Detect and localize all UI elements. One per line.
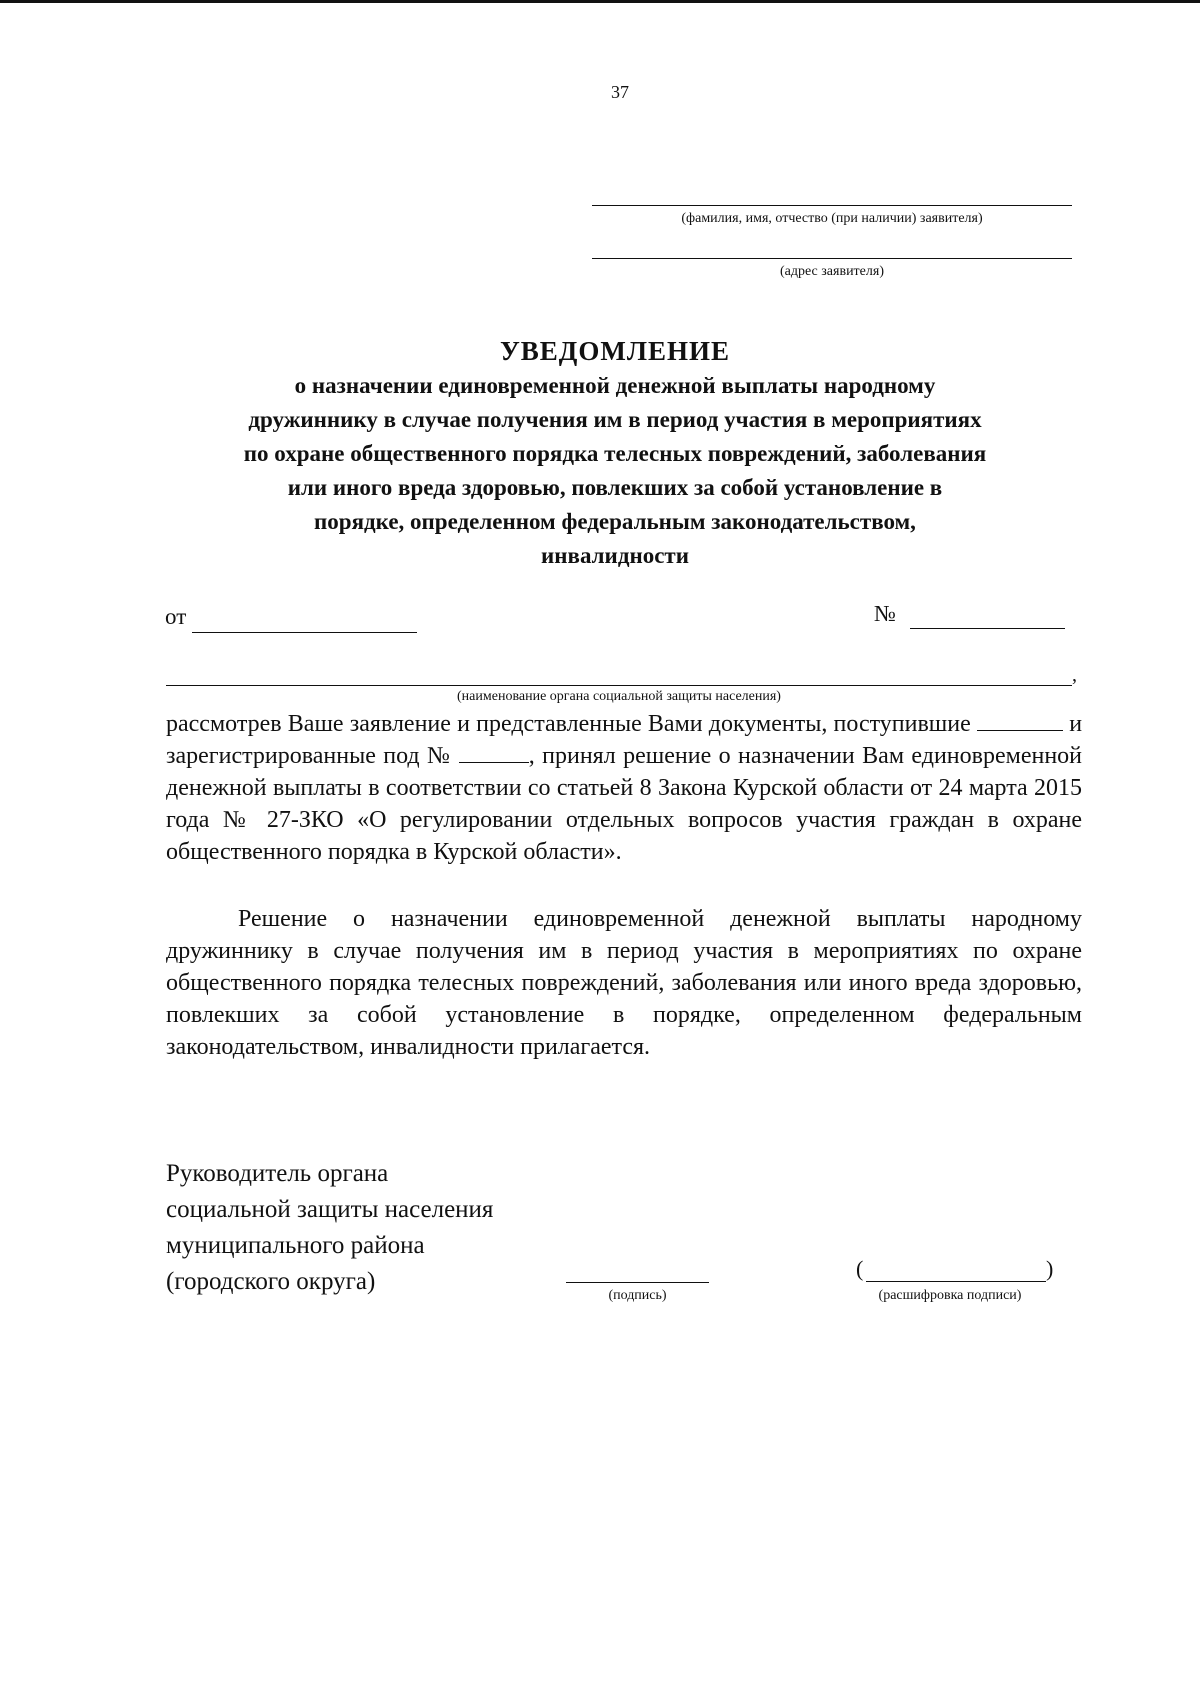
from-label: от [165, 604, 187, 629]
signer-block [166, 1156, 493, 1300]
title-block [150, 333, 1080, 573]
number-sign: № [874, 601, 896, 626]
applicant-address-label: (адрес заявителя) [780, 264, 884, 279]
subtitle-line-1: о назначении единовременной денежной выплаты народному [294, 373, 936, 398]
subtitle-line-6: инвалидности [541, 543, 689, 568]
document-number-field[interactable] [910, 628, 1065, 629]
organ-name-label: (наименование органа социальной защиты населения) [457, 689, 781, 704]
signer-line-4: (городского округа) [166, 1268, 376, 1295]
organ-name-line[interactable] [166, 685, 1072, 686]
paragraph-1-part-2: и зарегистрированные под № [166, 711, 1083, 769]
applicant-name-line [592, 205, 1072, 206]
subtitle-line-2: дружиннику в случае получения им в период участия в мероприятиях [248, 407, 982, 432]
registration-number-blank[interactable] [459, 740, 529, 763]
subtitle-line-5: порядке, определенном федеральным законодательством, [314, 509, 916, 534]
page-number: 37 [611, 82, 629, 102]
signature-label: (подпись) [608, 1288, 667, 1303]
paragraph-1-part-1: рассмотрев Ваше заявление и представленные Вами документы, поступившие [166, 711, 971, 737]
paragraph-2: Решение о назначении единовременной денежной выплаты народному дружиннику в случае получения им в период участия в мероприятиях по охране общественного порядка телесных повреждений, заболевания или иного вреда здоровью, повлекших за собой установление в порядке, определенном федеральным законодательством, инвалидности прилагается. [166, 906, 1082, 1060]
signer-line-3: муниципального района [166, 1232, 425, 1259]
document-title: УВЕДОМЛЕНИЕ [499, 336, 731, 366]
received-date-blank[interactable] [977, 708, 1063, 731]
signer-line-1: Руководитель органа [166, 1160, 389, 1187]
applicant-name-label: (фамилия, имя, отчество (при наличии) заявителя) [681, 211, 983, 226]
decode-paren-open: ( [856, 1256, 864, 1281]
paragraph-1 [166, 708, 1082, 868]
signer-line-2: социальной защиты населения [166, 1196, 494, 1223]
signature-decode-label: (расшифровка подписи) [878, 1288, 1022, 1303]
paragraph-1-part-3: , принял решение о назначении Вам единовременной денежной выплаты в соответствии со статьей 8 Закона Курской области от 24 марта 2015 года № 27-ЗКО «О регулировании отдельных вопросов участия граждан в охране общественного порядка в Курской области». [166, 743, 1083, 865]
signature-line[interactable] [566, 1282, 709, 1283]
subtitle-line-3: по охране общественного порядка телесных повреждений, заболевания [243, 441, 987, 466]
subtitle-line-4: или иного вреда здоровью, повлекших за собой установление в [287, 475, 943, 500]
organ-name-comma: , [1072, 664, 1077, 686]
scan-top-edge [0, 0, 1200, 3]
decode-paren-close: ) [1046, 1256, 1054, 1281]
signature-decode-line[interactable] [866, 1281, 1046, 1282]
date-field[interactable] [192, 632, 417, 633]
applicant-address-line [592, 258, 1072, 259]
